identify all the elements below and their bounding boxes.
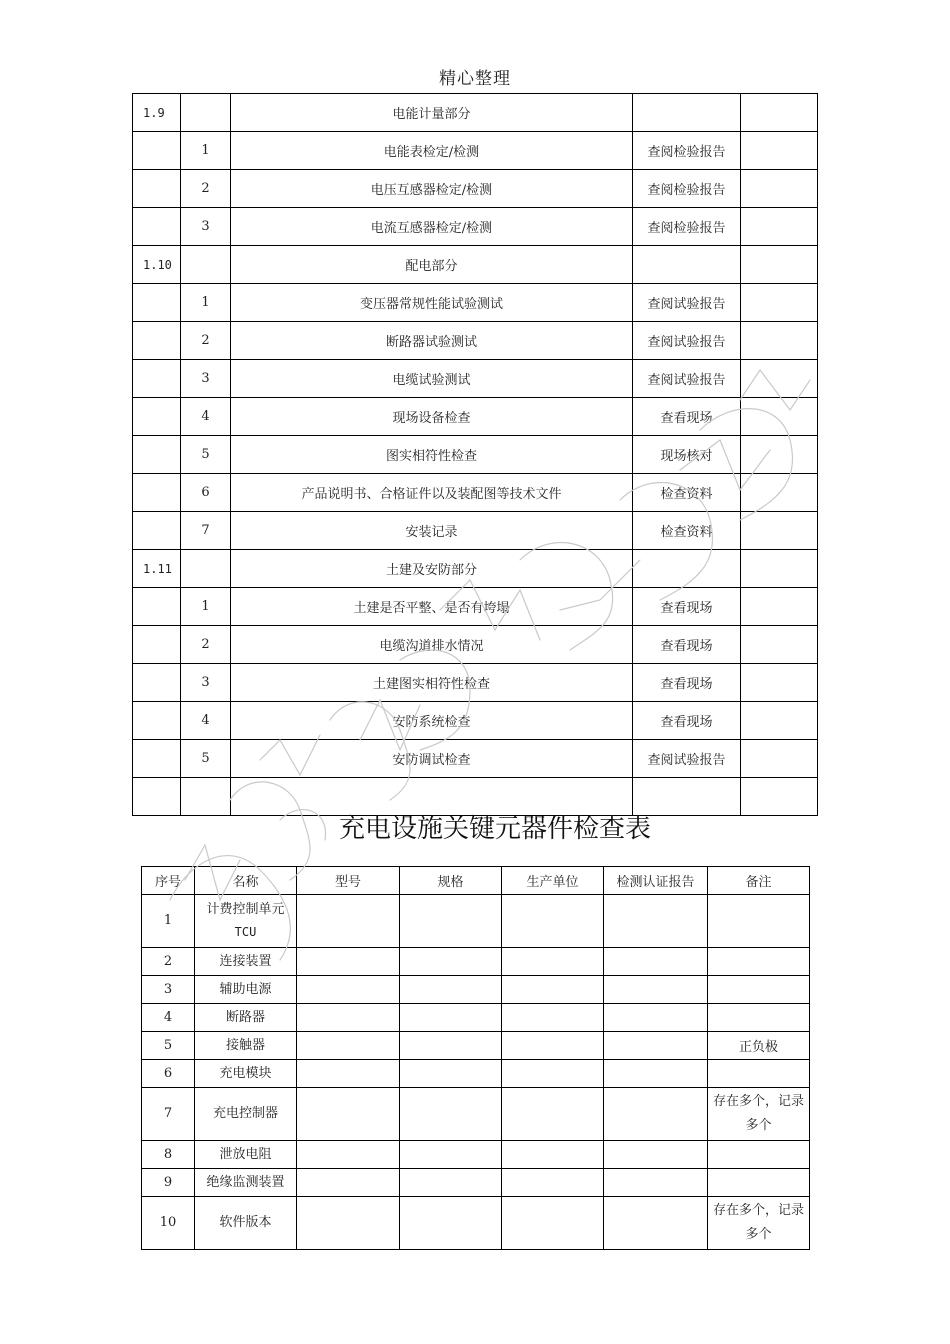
table-row <box>133 208 818 246</box>
table-row <box>133 436 818 474</box>
check-method-cell <box>633 94 741 132</box>
check-method-cell <box>633 246 741 284</box>
note-cell <box>741 208 818 246</box>
manufacturer-cell <box>502 1088 604 1141</box>
note-cell <box>741 436 818 474</box>
model-cell <box>297 1088 400 1141</box>
section-row <box>133 94 818 132</box>
table-row <box>133 398 818 436</box>
component-name-cell <box>195 976 297 1004</box>
item-description-cell: 图实相符性检查 <box>231 436 633 474</box>
item-description-cell: 配电部分 <box>231 246 633 284</box>
spec-cell <box>400 1141 502 1169</box>
remark-cell <box>708 1169 810 1197</box>
section-cell <box>133 664 181 702</box>
item-description-cell: 安防调试检查 <box>231 740 633 778</box>
component-name-cell <box>195 1197 297 1250</box>
remark-cell <box>708 1197 810 1250</box>
item-number-cell: 5 <box>181 436 231 474</box>
component-name: 断路器 <box>225 1009 265 1025</box>
model-cell <box>297 948 400 976</box>
spec-cell <box>400 1004 502 1032</box>
note-cell <box>741 512 818 550</box>
item-number-cell: 6 <box>181 474 231 512</box>
manufacturer-cell <box>502 948 604 976</box>
section-cell <box>133 284 181 322</box>
component-table <box>141 866 810 1250</box>
table-row <box>142 1197 810 1250</box>
check-method-cell: 查阅试验报告 <box>633 360 741 398</box>
component-name-line2: TCU <box>234 925 257 939</box>
check-method-cell <box>633 550 741 588</box>
certification-report-cell <box>604 1032 708 1060</box>
table-row <box>133 588 818 626</box>
table-row <box>142 948 810 976</box>
section-cell <box>133 170 181 208</box>
note-cell <box>741 550 818 588</box>
page-header: 精心整理 <box>439 69 511 89</box>
section-cell <box>133 512 181 550</box>
serial-number-cell: 5 <box>142 1032 195 1060</box>
note-cell <box>741 588 818 626</box>
remark-cell <box>708 1060 810 1088</box>
item-description-cell: 电流互感器检定/检测 <box>231 208 633 246</box>
component-name-cell <box>195 1004 297 1032</box>
item-number-cell <box>181 550 231 588</box>
component-name: 连接装置 <box>219 953 272 969</box>
table-row <box>133 626 818 664</box>
check-method-cell: 查阅试验报告 <box>633 322 741 360</box>
table-row <box>142 976 810 1004</box>
remark-text: 存在多个，记录 <box>712 1094 804 1109</box>
item-number-cell: 2 <box>181 626 231 664</box>
column-header: 序号 <box>142 867 195 895</box>
section-cell: 1.11 <box>133 550 181 588</box>
model-cell <box>297 1004 400 1032</box>
column-header: 生产单位 <box>502 867 604 895</box>
serial-number-cell: 3 <box>142 976 195 1004</box>
table-row <box>142 1032 810 1060</box>
item-description-cell: 电缆沟道排水情况 <box>231 626 633 664</box>
certification-report-cell <box>604 1004 708 1032</box>
item-description-cell: 土建图实相符性检查 <box>231 664 633 702</box>
item-description-cell: 电能计量部分 <box>231 94 633 132</box>
column-header: 名称 <box>195 867 297 895</box>
component-table-title: 充电设施关键元器件检查表 <box>338 814 651 844</box>
item-number-cell: 1 <box>181 588 231 626</box>
certification-report-cell <box>604 1060 708 1088</box>
serial-number-cell: 9 <box>142 1169 195 1197</box>
table-row <box>133 512 818 550</box>
model-cell <box>297 1197 400 1250</box>
section-cell <box>133 322 181 360</box>
component-name: 绝缘监测装置 <box>206 1174 285 1190</box>
section-row <box>133 550 818 588</box>
table-row <box>133 664 818 702</box>
component-name-cell <box>195 1088 297 1141</box>
spec-cell <box>400 1032 502 1060</box>
item-number-cell: 2 <box>181 170 231 208</box>
item-description-cell: 安装记录 <box>231 512 633 550</box>
note-cell <box>741 322 818 360</box>
remark-cell <box>708 948 810 976</box>
manufacturer-cell <box>502 1169 604 1197</box>
manufacturer-cell <box>502 1141 604 1169</box>
note-cell <box>741 664 818 702</box>
table-row <box>133 702 818 740</box>
note-cell <box>741 360 818 398</box>
serial-number-cell: 10 <box>142 1197 195 1250</box>
item-description-cell: 断路器试验测试 <box>231 322 633 360</box>
component-name: 充电控制器 <box>212 1106 278 1121</box>
spec-cell <box>400 1088 502 1141</box>
column-header: 备注 <box>708 867 810 895</box>
section-cell <box>133 740 181 778</box>
remark-cell <box>708 1141 810 1169</box>
component-name: 计费控制单元 <box>206 902 285 917</box>
check-method-cell: 查看现场 <box>633 664 741 702</box>
check-method-cell: 检查资料 <box>633 474 741 512</box>
note-cell <box>741 94 818 132</box>
component-name: 辅助电源 <box>219 981 272 997</box>
note-cell <box>741 246 818 284</box>
item-number-cell: 4 <box>181 702 231 740</box>
inspection-table <box>132 93 818 816</box>
certification-report-cell <box>604 948 708 976</box>
spec-cell <box>400 948 502 976</box>
section-cell: 1.10 <box>133 246 181 284</box>
item-number-cell <box>181 94 231 132</box>
table-row <box>133 322 818 360</box>
remark-text: 存在多个，记录 <box>712 1203 804 1218</box>
item-description-cell: 电压互感器检定/检测 <box>231 170 633 208</box>
section-cell <box>133 436 181 474</box>
check-method-cell: 现场核对 <box>633 436 741 474</box>
item-description-cell: 变压器常规性能试验测试 <box>231 284 633 322</box>
model-cell <box>297 1060 400 1088</box>
component-name: 接触器 <box>225 1037 265 1053</box>
table-row <box>142 1088 810 1141</box>
item-number-cell: 3 <box>181 360 231 398</box>
item-number-cell: 1 <box>181 132 231 170</box>
remark-text-line2: 多个 <box>745 1118 772 1133</box>
check-method-cell: 查阅检验报告 <box>633 170 741 208</box>
item-description-cell: 电能表检定/检测 <box>231 132 633 170</box>
item-description-cell: 土建及安防部分 <box>231 550 633 588</box>
manufacturer-cell <box>502 1004 604 1032</box>
section-cell <box>133 626 181 664</box>
serial-number-cell: 4 <box>142 1004 195 1032</box>
component-name-cell <box>195 1169 297 1197</box>
check-method-cell: 查阅检验报告 <box>633 132 741 170</box>
item-number-cell: 2 <box>181 322 231 360</box>
model-cell <box>297 1032 400 1060</box>
item-number-cell: 7 <box>181 512 231 550</box>
serial-number-cell: 6 <box>142 1060 195 1088</box>
component-name: 软件版本 <box>219 1215 272 1230</box>
column-header: 检测认证报告 <box>604 867 708 895</box>
check-method-cell: 查看现场 <box>633 398 741 436</box>
component-name: 泄放电阻 <box>219 1146 272 1162</box>
component-name: 充电模块 <box>219 1065 272 1081</box>
section-cell <box>133 360 181 398</box>
note-cell <box>741 626 818 664</box>
remark-text-line2: 多个 <box>745 1227 772 1242</box>
table-row <box>142 1169 810 1197</box>
model-cell <box>297 1169 400 1197</box>
table-row <box>142 895 810 948</box>
model-cell <box>297 976 400 1004</box>
note-cell <box>741 170 818 208</box>
table-row <box>133 170 818 208</box>
section-cell <box>133 702 181 740</box>
serial-number-cell: 2 <box>142 948 195 976</box>
spec-cell <box>400 1060 502 1088</box>
certification-report-cell <box>604 1169 708 1197</box>
check-method-cell: 查看现场 <box>633 702 741 740</box>
spec-cell <box>400 1169 502 1197</box>
component-name-cell <box>195 895 297 948</box>
table-row <box>133 284 818 322</box>
check-method-cell: 检查资料 <box>633 512 741 550</box>
note-cell <box>741 474 818 512</box>
spec-cell <box>400 976 502 1004</box>
section-cell <box>133 588 181 626</box>
item-number-cell: 3 <box>181 664 231 702</box>
item-description-cell: 土建是否平整、是否有垮塌 <box>231 588 633 626</box>
item-description-cell: 现场设备检查 <box>231 398 633 436</box>
note-cell <box>741 284 818 322</box>
check-method-cell: 查看现场 <box>633 588 741 626</box>
note-cell <box>741 702 818 740</box>
certification-report-cell <box>604 1141 708 1169</box>
table-row <box>133 132 818 170</box>
certification-report-cell <box>604 1197 708 1250</box>
table-row <box>142 1004 810 1032</box>
remark-cell <box>708 1032 810 1060</box>
model-cell <box>297 895 400 948</box>
remark-cell <box>708 895 810 948</box>
item-number-cell: 1 <box>181 284 231 322</box>
certification-report-cell <box>604 895 708 948</box>
note-cell <box>741 740 818 778</box>
manufacturer-cell <box>502 895 604 948</box>
manufacturer-cell <box>502 1060 604 1088</box>
item-number-cell: 4 <box>181 398 231 436</box>
check-method-cell: 查阅试验报告 <box>633 740 741 778</box>
section-cell <box>133 398 181 436</box>
check-method-cell: 查阅试验报告 <box>633 284 741 322</box>
spec-cell <box>400 1197 502 1250</box>
section-cell <box>133 474 181 512</box>
table-row <box>142 1060 810 1088</box>
note-cell <box>741 398 818 436</box>
section-row <box>133 246 818 284</box>
check-method-cell: 查看现场 <box>633 626 741 664</box>
note-cell <box>741 132 818 170</box>
section-cell <box>133 208 181 246</box>
column-header: 型号 <box>297 867 400 895</box>
table-row <box>142 1141 810 1169</box>
item-number-cell <box>181 246 231 284</box>
remark-text: 正负极 <box>738 1040 778 1055</box>
manufacturer-cell <box>502 1197 604 1250</box>
remark-cell <box>708 976 810 1004</box>
table-row <box>133 740 818 778</box>
manufacturer-cell <box>502 1032 604 1060</box>
component-name-cell <box>195 1032 297 1060</box>
section-cell: 1.9 <box>133 94 181 132</box>
table-row <box>133 474 818 512</box>
item-number-cell: 5 <box>181 740 231 778</box>
item-description-cell: 电缆试验测试 <box>231 360 633 398</box>
component-name-cell <box>195 948 297 976</box>
spec-cell <box>400 895 502 948</box>
item-number-cell: 3 <box>181 208 231 246</box>
remark-cell <box>708 1004 810 1032</box>
table-row <box>133 360 818 398</box>
serial-number-cell: 7 <box>142 1088 195 1141</box>
component-name-cell <box>195 1141 297 1169</box>
certification-report-cell <box>604 1088 708 1141</box>
serial-number-cell: 8 <box>142 1141 195 1169</box>
item-description-cell: 安防系统检查 <box>231 702 633 740</box>
item-description-cell: 产品说明书、合格证件以及装配图等技术文件 <box>231 474 633 512</box>
serial-number-cell: 1 <box>142 895 195 948</box>
check-method-cell: 查阅检验报告 <box>633 208 741 246</box>
manufacturer-cell <box>502 976 604 1004</box>
remark-cell <box>708 1088 810 1141</box>
column-header: 规格 <box>400 867 502 895</box>
section-cell <box>133 132 181 170</box>
model-cell <box>297 1141 400 1169</box>
component-name-cell <box>195 1060 297 1088</box>
certification-report-cell <box>604 976 708 1004</box>
